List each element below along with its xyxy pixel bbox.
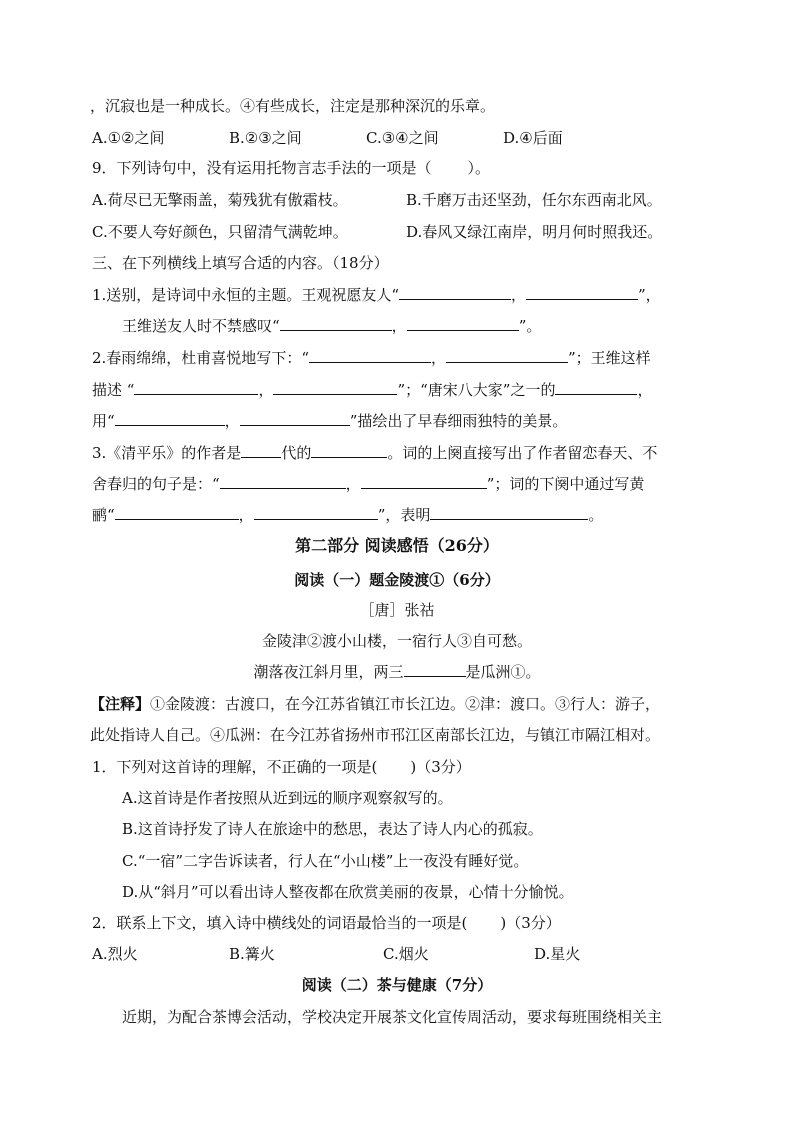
poem-line-1: 金陵津②渡小山楼，一宿行人③自可愁。: [261, 632, 532, 650]
s3-q1-text-f: ”。: [518, 317, 542, 335]
q8-option-b: B.②③之间: [229, 129, 302, 147]
s3-q3-text-f: ”；词的下阕中通过写黄: [486, 475, 645, 493]
s3-q3-line1: [92, 443, 657, 463]
reading1-title: 阅读（一）题金陵渡①（6分）: [294, 571, 500, 589]
s3-q1-text-a: 1.送别，是诗词中永恒的主题。王观祝愿友人“: [92, 286, 399, 304]
s3-q1-line1: [92, 285, 661, 305]
poem-blank[interactable]: [404, 662, 466, 677]
poem-line-2-start: 潮落夜江斜月里，两三: [253, 663, 404, 681]
s3-q3-text-h: ，: [238, 506, 254, 524]
r1-q2-option-c: C.烟火: [383, 945, 429, 963]
q9-stem-text: 9．下列诗句中，没有运用托物言志手法的一项是（: [92, 159, 432, 177]
fill-blank[interactable]: [241, 443, 281, 458]
s3-q1-line2: [122, 316, 541, 336]
s3-q2-text-h: 用“: [92, 412, 115, 430]
notes-line-2: 此处指诗人自己。④瓜洲：在今江苏省扬州市邗江区南部长江边，与镇江市隔江相对。: [90, 726, 661, 744]
fill-blank[interactable]: [273, 380, 397, 395]
s3-q2-text-f: ”；“唐宋八大家”之一的: [397, 381, 556, 399]
q8-option-d: D.④后面: [503, 129, 563, 147]
s3-q2-text-i: ，: [224, 412, 240, 430]
fill-blank[interactable]: [280, 316, 392, 331]
s3-q2-text-b: ，: [430, 349, 446, 367]
fill-blank[interactable]: [399, 285, 511, 300]
reading2-paragraph: 近期，为配合茶博会活动，学校决定开展茶文化宣传周活动，要求每班围绕相关主: [122, 1008, 663, 1026]
fill-blank[interactable]: [361, 474, 487, 489]
r1-q1-stem: [92, 757, 471, 777]
s3-q2-line3: [92, 411, 567, 431]
s3-q3-line2: [92, 474, 644, 494]
fill-blank[interactable]: [254, 505, 378, 520]
q9-option-b: B.千磨万击还坚劲，任尔东西南北风。: [406, 191, 662, 209]
fill-blank[interactable]: [240, 411, 350, 426]
r1-q2-option-b: B.篝火: [229, 945, 275, 963]
r1-q2-stem-end: )（3分）: [500, 914, 561, 932]
r1-q1-stem-text: 1．下列对这首诗的理解，不正确的一项是(: [92, 758, 378, 776]
fill-blank[interactable]: [430, 505, 588, 520]
s3-q2-text-c: ”；王维这样: [568, 349, 651, 367]
q9-option-a: A.荷尽已无擎雨盖，菊残犹有傲霜枝。: [92, 191, 348, 209]
s3-q3-line3: [92, 505, 603, 525]
s3-q2-line1: [92, 348, 651, 368]
r1-q1-option-c: C.“一宿”二字告诉读者，行人在“小山楼”上一夜没有睡好觉。: [122, 852, 529, 870]
s3-q3-text-g: 鹂“: [92, 506, 115, 524]
notes-line-1: [90, 694, 660, 714]
q8-option-c: C.③④之间: [366, 129, 439, 147]
r1-q1-option-d: D.从“斜月”可以看出诗人整夜都在欣赏美丽的夜景，心情十分愉悦。: [122, 883, 574, 901]
r1-q2-option-d: D.星火: [534, 945, 581, 963]
r1-q1-option-a: A.这首诗是作者按照从近到远的顺序观察叙写的。: [122, 789, 453, 807]
fill-blank[interactable]: [407, 316, 519, 331]
s3-q3-text-b: 代的: [281, 444, 312, 462]
s3-q3-text-a: 3.《清平乐》的作者是: [92, 444, 242, 462]
s3-q2-text-g: ，: [637, 381, 653, 399]
s3-q1-text-c: ”，: [638, 286, 661, 304]
s3-q1-text-b: ，: [510, 286, 526, 304]
s3-q2-text-d: 描述 “: [92, 381, 135, 399]
fill-blank[interactable]: [311, 443, 387, 458]
fill-blank[interactable]: [446, 348, 568, 363]
poem-author: ［唐］张祜: [359, 601, 435, 619]
q9-stem-end: ）。: [467, 159, 491, 177]
s3-q2-text-j: ”描绘出了早春细雨独特的美景。: [349, 412, 568, 430]
part2-title: 第二部分 阅读感悟（26分）: [295, 536, 499, 555]
s3-q1-text-e: ，: [391, 317, 407, 335]
s3-q2-text-a: 2.春雨绵绵，杜甫喜悦地写下：“: [92, 349, 309, 367]
q8-option-a: A.①②之间: [92, 129, 165, 147]
fill-blank[interactable]: [115, 505, 239, 520]
poem-line-2: [0, 662, 794, 682]
fill-blank[interactable]: [134, 380, 258, 395]
notes-text-1: ①金陵渡：古渡口，在今江苏省镇江市长江边。②津：渡口。③行人：游子，: [150, 695, 661, 713]
s3-q2-text-e: ，: [258, 381, 274, 399]
r1-q1-stem-end: )（3分）: [410, 758, 471, 776]
fill-blank[interactable]: [220, 474, 346, 489]
s3-q3-text-j: 。: [588, 506, 604, 524]
q9-option-d: D.春风又绿江南岸，明月何时照我还。: [406, 223, 663, 241]
r1-q2-option-a: A.烈火: [92, 945, 138, 963]
poem-line-2-end: 是瓜洲①。: [465, 663, 541, 681]
reading2-title: 阅读（二）茶与健康（7分）: [301, 976, 493, 994]
fill-blank[interactable]: [309, 348, 431, 363]
fill-blank[interactable]: [115, 411, 225, 426]
s3-q3-text-c: 。词的上阕直接写出了作者留恋春天、不: [387, 444, 658, 462]
r1-q2-stem: [92, 913, 561, 933]
s3-q3-text-d: 舍春归的句子是：“: [92, 475, 220, 493]
s3-q2-line2: [92, 380, 652, 400]
carryover-text: ，沉寂也是一种成长。④有些成长，注定是那种深沉的乐章。: [90, 97, 496, 115]
section3-title: 三、在下列横线上填写合适的内容。（18分）: [92, 254, 389, 272]
s3-q3-text-i: ”，表明: [377, 506, 431, 524]
notes-label: 【注释】: [90, 695, 151, 713]
fill-blank[interactable]: [555, 380, 637, 395]
r1-q2-stem-text: 2．联系上下文，填入诗中横线处的词语最恰当的一项是(: [92, 914, 468, 932]
fill-blank[interactable]: [526, 285, 638, 300]
s3-q3-text-e: ，: [345, 475, 361, 493]
r1-q1-option-b: B.这首诗抒发了诗人在旅途中的愁思，表达了诗人内心的孤寂。: [122, 820, 543, 838]
q9-stem: [92, 158, 490, 178]
s3-q1-text-d: 王维送友人时不禁感叹“: [122, 317, 280, 335]
q9-option-c: C.不要人夸好颜色，只留清气满乾坤。: [92, 223, 348, 241]
